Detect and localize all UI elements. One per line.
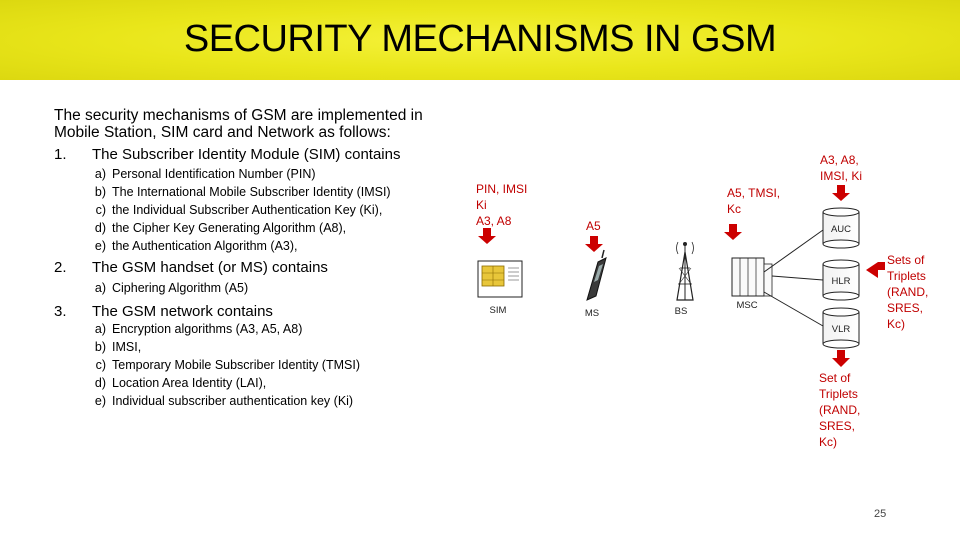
msc-label: MSC [736,300,758,311]
msc-annotation: A5, TMSI, Kc [727,186,781,216]
vlr-annotation: Set of Triplets (RAND, SRES, Kc) [819,371,861,449]
list-item: c) the Individual Subscriber Authentication Key (Ki), [95,203,383,217]
list-item: d) the Cipher Key Generating Algorithm (A8), [94,221,347,235]
list-item: c) Temporary Mobile Subscriber Identity (TMSI) [95,358,360,372]
auc-label: AUC [830,224,852,235]
ms-arrow-icon [585,236,603,252]
msc-auc-link [764,230,823,272]
sim-card-icon [478,261,522,297]
sim-label: SIM [489,305,507,316]
list-item: b) IMSI, [94,340,142,354]
list-item: a) Ciphering Algorithm (A5) [94,281,249,295]
hlr-arrow-icon [866,262,885,278]
msc-arrow-icon [724,224,742,240]
auc-arrow-icon [832,185,850,201]
msc-hlr-link [772,276,823,280]
base-station-tower-icon [677,242,694,300]
section-number: 3. [54,303,67,320]
msc-vlr-link [764,292,823,326]
list-item: d) Location Area Identity (LAI), [94,376,267,390]
intro-line-2: Mobile Station, SIM card and Network as follows: [54,124,391,141]
sim-arrow-icon [478,228,496,244]
page-number: 25 [874,508,887,520]
list-item: b) The International Mobile Subscriber Identity (IMSI) [94,185,391,199]
hlr-label: HLR [831,276,851,287]
list-item: a) Encryption algorithms (A3, A5, A8) [94,322,303,336]
ms-annotation: A5 [586,219,601,233]
mobile-phone-icon [587,250,606,300]
section-title: The GSM handset (or MS) contains [92,259,328,276]
slide-title: SECURITY MECHANISMS IN GSM [183,18,777,60]
ms-label: MS [584,308,600,319]
bs-label: BS [674,306,688,317]
section-number: 2. [54,259,67,276]
vlr-arrow-icon [832,350,850,367]
msc-switch-icon [732,258,772,296]
sim-annotation: PIN, IMSI Ki A3, A8 [476,182,528,228]
intro-line-1: The security mechanisms of GSM are implemented in [54,107,423,124]
auc-annotation: A3, A8, IMSI, Ki [820,153,863,183]
hlr-annotation: Sets of Triplets (RAND, SRES, Kc) [887,253,929,331]
list-item: e) Individual subscriber authentication key (Ki) [94,394,354,408]
section-number: 1. [54,146,67,163]
vlr-label: VLR [831,324,851,335]
network-links [764,230,823,326]
section-title: The GSM network contains [92,303,273,320]
list-item: a) Personal Identification Number (PIN) [94,167,316,181]
list-item: e) the Authentication Algorithm (A3), [94,239,298,253]
section-title: The Subscriber Identity Module (SIM) contains [92,146,401,163]
